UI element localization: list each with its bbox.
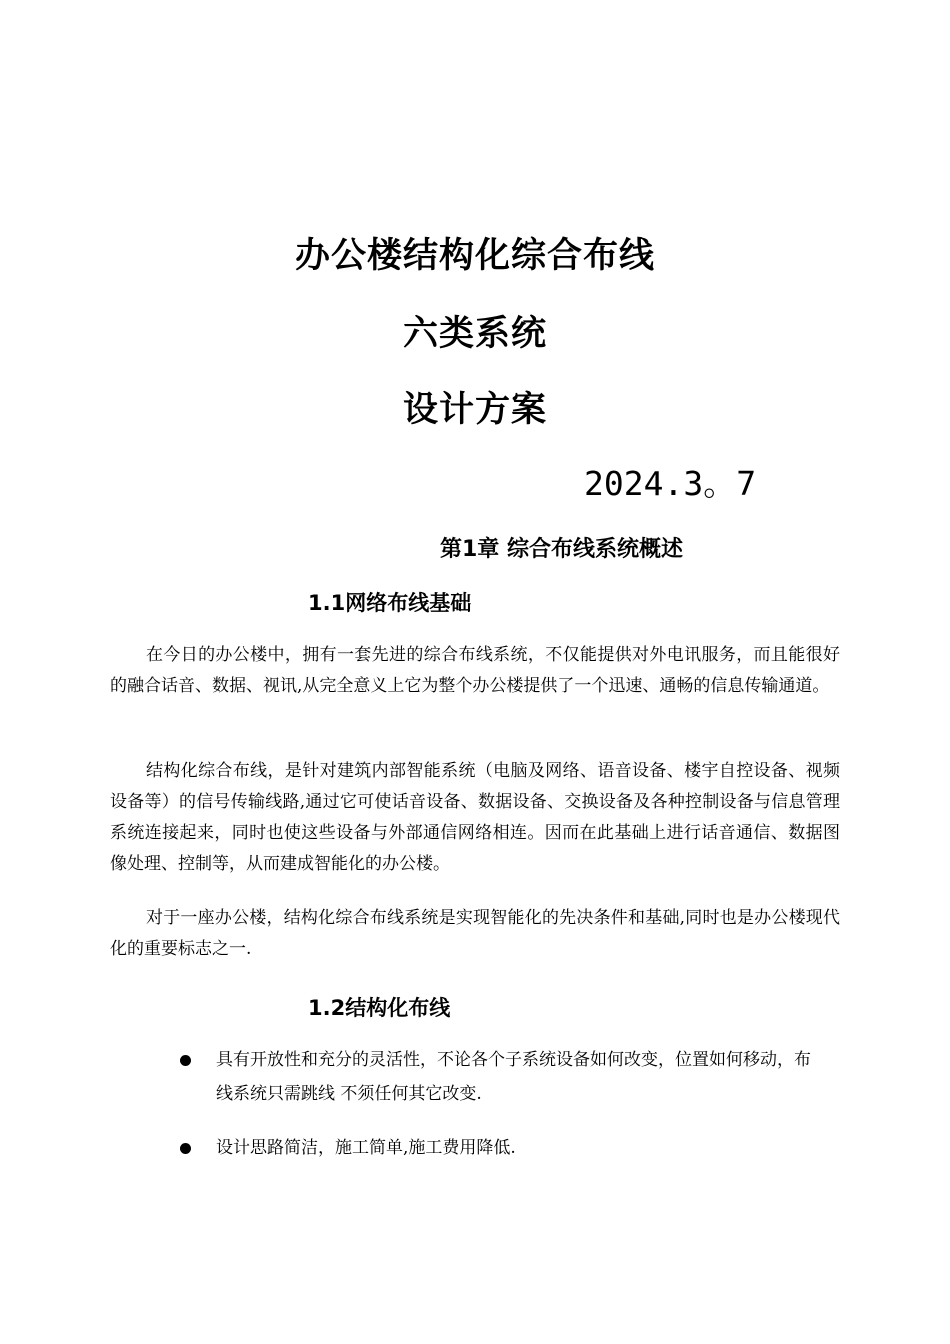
bullet-item [180,1131,820,1165]
title-line-2: 六类系统 [402,314,547,354]
section-heading-1-1: 1.1网络布线基础 [308,591,472,615]
bullet-item [180,1043,820,1111]
section-heading-1-2: 1.2结构化布线 [308,996,451,1020]
title-line-3: 设计方案 [402,390,547,430]
bullet-text: 设计思路简洁，施工简单,施工费用降低. [216,1138,516,1158]
chapter-heading: 第1章 综合布线系统概述 [440,537,683,562]
bullet-text: 具有开放性和充分的灵活性，不论各个子系统设备如何改变，位置如何移动，布线系统只需跳线 不须任何其它改变. [216,1050,811,1104]
bullet-dot-icon [180,1143,191,1154]
document-date: 2024.3。7 [584,464,757,503]
paragraph-1: 在今日的办公楼中，拥有一套先进的综合布线系统，不仅能提供对外电讯服务，而且能很好的融合话音、数据、视讯,从完全意义上它为整个办公楼提供了一个迅速、通畅的信息传输通道。 [110,645,840,696]
paragraph-2: 结构化综合布线，是针对建筑内部智能系统（电脑及网络、语音设备、楼宇自控设备、视频设备等）的信号传输线路,通过它可使话音设备、数据设备、交换设备及各种控制设备与信息管理系统连接起来，同时也使这些设备与外部通信网络相连。因而在此基础上进行话音通信、数据图像处理、控制等，从而建成智能化的办公楼。 [110,761,840,874]
paragraph-3: 对于一座办公楼，结构化综合布线系统是实现智能化的先决条件和基础,同时也是办公楼现代化的重要标志之一. [110,908,840,959]
bullet-dot-icon [180,1055,191,1066]
title-line-1: 办公楼结构化综合布线 [294,236,655,276]
feature-bullet-list [180,1043,820,1185]
